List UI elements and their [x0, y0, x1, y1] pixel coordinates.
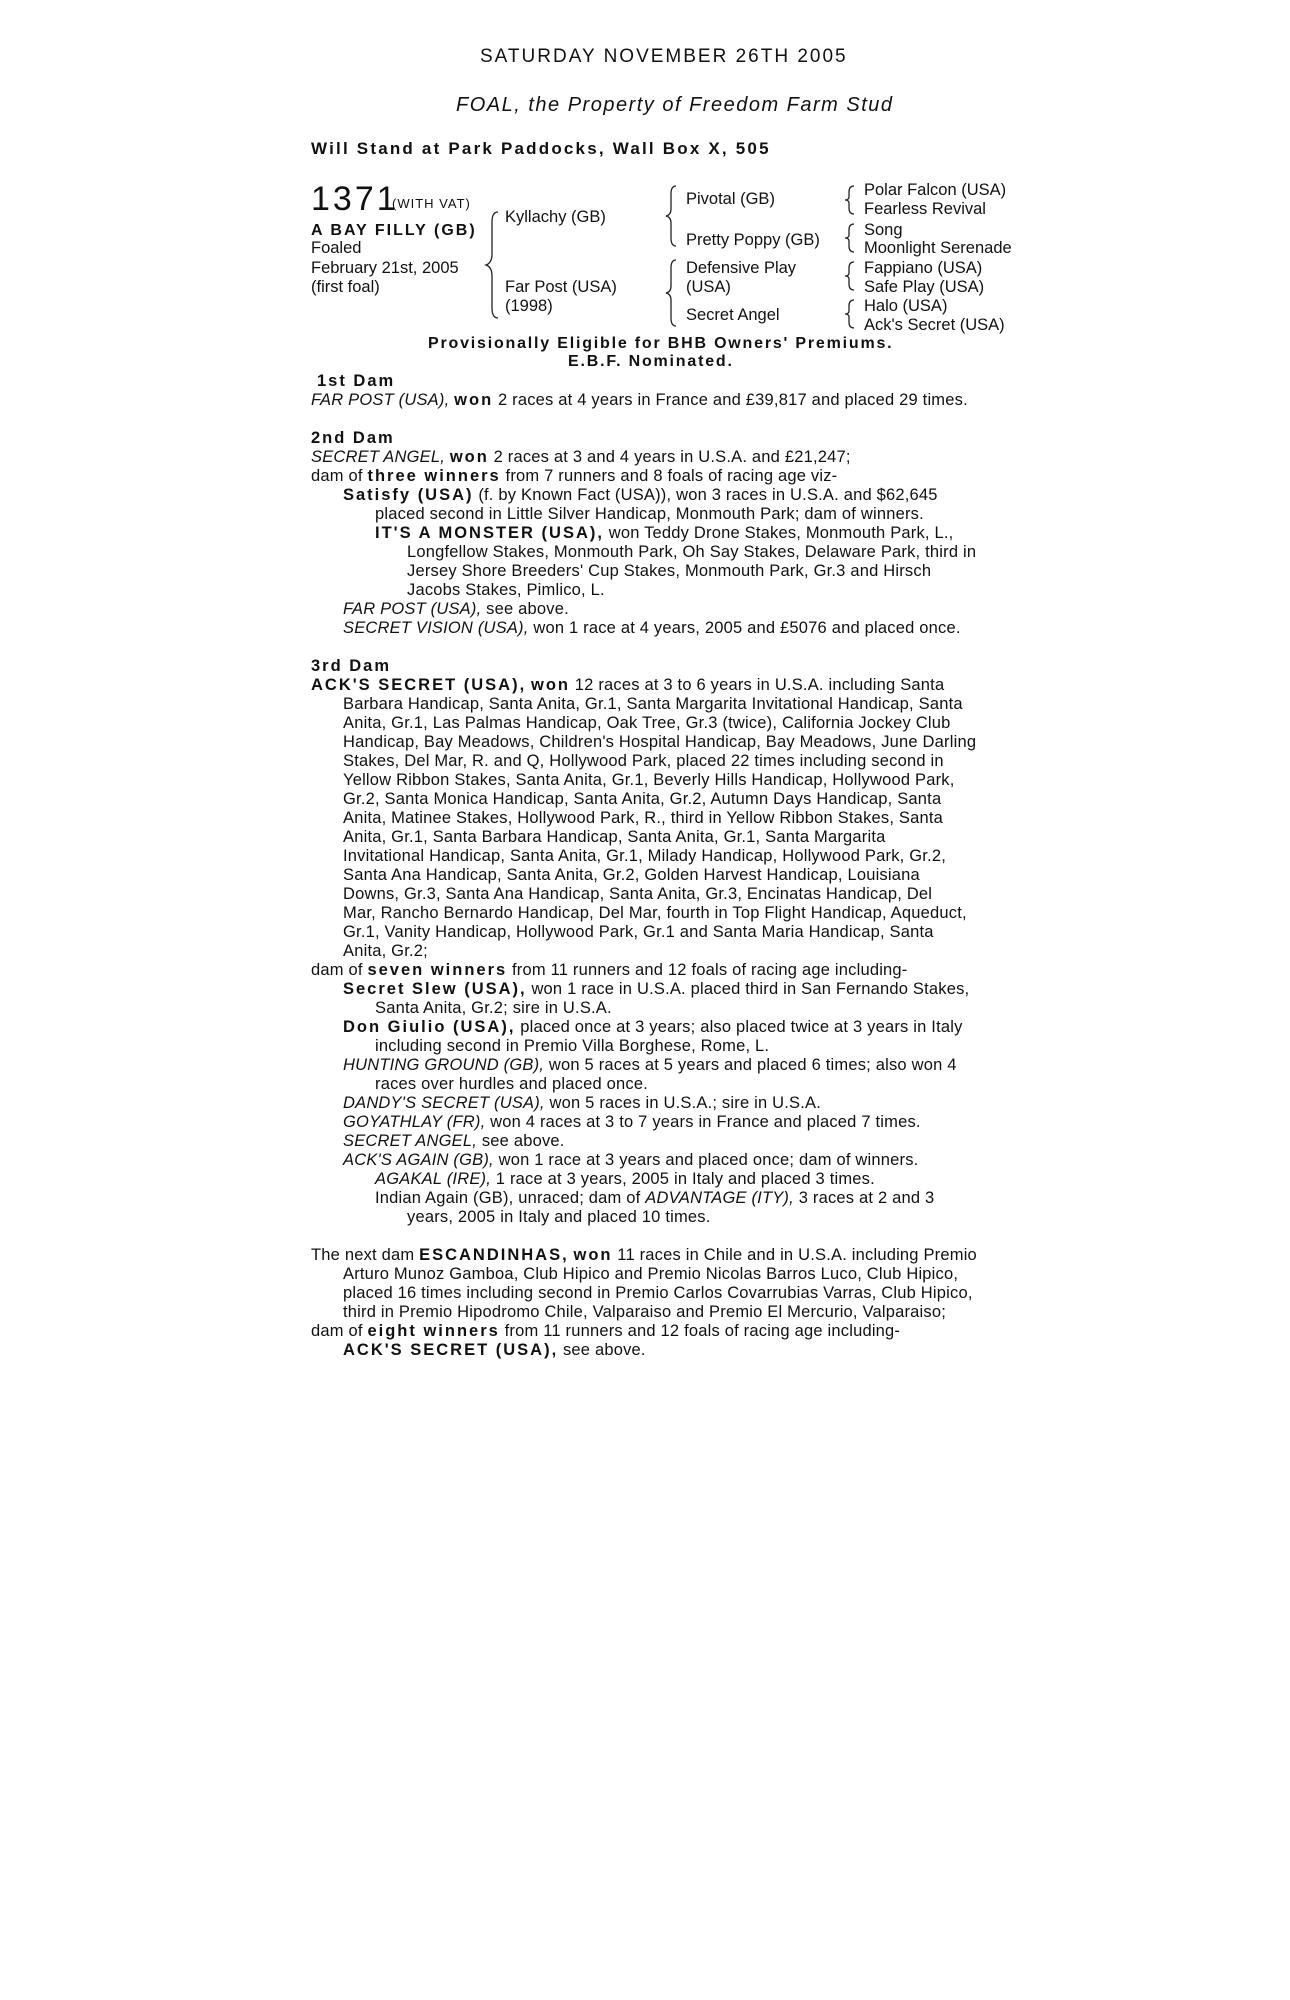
hunting-line: [343, 1056, 957, 1075]
runners-text: from 11 runners and 12 foals of racing age including-: [511, 961, 908, 979]
third-dam-text-7: Anita, Gr.1, Santa Barbara Handicap, Santa Anita, Gr.1, Santa Margarita: [343, 828, 886, 846]
third-dam-text-0: Barbara Handicap, Santa Anita, Gr.1, Santa Margarita Invitational Handicap, Santa: [343, 695, 963, 713]
pedigree-ds-sire: Fappiano (USA): [864, 259, 983, 277]
giulio-line: [343, 1018, 963, 1037]
second-dam-line: [311, 448, 851, 467]
third-dam-text-4: Yellow Ribbon Stakes, Santa Anita, Gr.1, Beverly Hills Handicap, Hollywood Park,: [343, 771, 955, 789]
pedigree-sd-dam: Moonlight Serenade: [864, 239, 1012, 257]
pedigree-brace-dam: [664, 258, 680, 328]
monster-line2: Longfellow Stakes, Monmouth Park, Oh Say Stakes, Delaware Park, third in: [407, 543, 977, 561]
farpost-line: [343, 600, 569, 619]
pedigree-brace-ss: [843, 184, 857, 216]
second-dam-produce-line: [311, 467, 837, 486]
dam-of-label: dam of: [311, 467, 363, 485]
indian-line2: years, 2005 in Italy and placed 10 times.: [407, 1208, 711, 1226]
monster-line3: Jersey Shore Breeders' Cup Stakes, Monmouth Park, Gr.3 and Hirsch: [407, 562, 932, 580]
third-dam-first-text: 12 races at 3 to 6 years in U.S.A. including Santa: [574, 676, 945, 694]
pedigree-dam-year: (1998): [505, 297, 553, 315]
angel-name: SECRET ANGEL,: [343, 1132, 478, 1150]
pedigree-brace-main: [484, 210, 504, 320]
satisfy-line2: placed second in Little Silver Handicap, Monmouth Park; dam of winners.: [375, 505, 924, 523]
next-dam-line: [311, 1246, 977, 1265]
first-foal-note: (first foal): [311, 278, 380, 296]
pedigree-dam: Far Post (USA): [505, 278, 617, 296]
first-dam-heading: 1st Dam: [317, 372, 396, 390]
agakal-line: [375, 1170, 875, 1189]
giulio-line2: including second in Premio Villa Borghese, Rome, L.: [375, 1037, 770, 1055]
monster-name: IT'S A MONSTER (USA),: [375, 524, 604, 542]
giulio-name: Don Giulio (USA),: [343, 1018, 516, 1036]
foaled-date: February 21st, 2005: [311, 259, 459, 277]
hunting-name: HUNTING GROUND (GB),: [343, 1056, 545, 1074]
again-line: [343, 1151, 918, 1170]
again-text: won 1 race at 3 years and placed once; dam of winners.: [498, 1151, 919, 1169]
pedigree-sire: Kyllachy (GB): [505, 208, 606, 226]
vision-text: won 1 race at 4 years, 2005 and £5076 and placed once.: [533, 619, 961, 637]
next-dam-first-text: 11 races in Chile and in U.S.A. including Premio: [617, 1246, 977, 1264]
third-dam-text-5: Gr.2, Santa Monica Handicap, Santa Anita, Gr.2, Autumn Days Handicap, Santa: [343, 790, 942, 808]
first-dam-won: won: [454, 391, 494, 409]
hunting-line2: races over hurdles and placed once.: [375, 1075, 648, 1093]
third-dam-text-12: Gr.1, Vanity Handicap, Hollywood Park, Gr.1 and Santa Maria Handicap, Santa: [343, 923, 934, 941]
pedigree-sire-sire: Pivotal (GB): [686, 190, 775, 208]
ebf-nominated: E.B.F. Nominated.: [568, 353, 734, 370]
farpost-text: see above.: [486, 600, 569, 618]
second-dam-name: SECRET ANGEL,: [311, 448, 446, 466]
pedigree-ds-dam: Safe Play (USA): [864, 278, 985, 296]
second-dam-heading: 2nd Dam: [311, 429, 395, 447]
sale-date: SATURDAY NOVEMBER 26TH 2005: [480, 46, 848, 67]
lot-number: 1371: [311, 180, 399, 218]
monster-text: won Teddy Drone Stakes, Monmouth Park, L.,: [608, 524, 954, 542]
vision-line: [343, 619, 961, 638]
third-dam-text-13: Anita, Gr.2;: [343, 942, 428, 960]
indian-line: [375, 1189, 934, 1208]
first-dam-name: FAR POST (USA),: [311, 391, 450, 409]
satisfy-name: Satisfy (USA): [343, 486, 474, 504]
pedigree-dam-sire-line1: Defensive Play: [686, 259, 797, 277]
pedigree-dam-sire-line2: (USA): [686, 278, 731, 296]
pedigree-brace-sire: [664, 184, 680, 248]
slew-line: [343, 980, 969, 999]
goya-name: GOYATHLAY (FR),: [343, 1113, 486, 1131]
angel-text: see above.: [481, 1132, 565, 1150]
winners-count: eight winners: [367, 1322, 500, 1340]
lot-title: A BAY FILLY (GB): [311, 222, 477, 239]
pedigree-ss-dam: Fearless Revival: [864, 200, 986, 218]
acks-secret-text: see above.: [562, 1341, 646, 1359]
next-dam-won: won: [573, 1246, 613, 1264]
advantage-name: ADVANTAGE (ITY),: [645, 1189, 794, 1207]
third-dam-line: [311, 676, 944, 695]
dandy-name: DANDY'S SECRET (USA),: [343, 1094, 545, 1112]
agakal-text: 1 race at 3 years, 2005 in Italy and placed 3 times.: [495, 1170, 875, 1188]
vision-name: SECRET VISION (USA),: [343, 619, 529, 637]
farpost-name: FAR POST (USA),: [343, 600, 482, 618]
pedigree-brace-sd: [843, 222, 857, 254]
third-dam-text-1: Anita, Gr.1, Las Palmas Handicap, Oak Tree, Gr.3 (twice), California Jockey Club: [343, 714, 951, 732]
third-dam-text-11: Mar, Rancho Bernardo Handicap, Del Mar, fourth in Top Flight Handicap, Aqueduct,: [343, 904, 967, 922]
next-dam-prefix: The next dam: [311, 1246, 415, 1264]
pedigree-sire-dam: Pretty Poppy (GB): [686, 231, 820, 249]
pedigree-dam-dam: Secret Angel: [686, 306, 780, 324]
agakal-name: AGAKAL (IRE),: [375, 1170, 491, 1188]
satisfy-line: [343, 486, 938, 505]
dam-of-label: dam of: [311, 1322, 363, 1340]
next-dam-produce-line: [311, 1322, 900, 1341]
third-dam-text-3: Stakes, Del Mar, R. and Q, Hollywood Park, placed 22 times including second in: [343, 752, 944, 770]
next-dam-text-2: third in Premio Hipodromo Chile, Valparaiso and Premio El Mercurio, Valparaiso;: [343, 1303, 947, 1321]
vat-note: (WITH VAT): [392, 196, 471, 211]
advantage-text: 3 races at 2 and 3: [798, 1189, 935, 1207]
foal-property: FOAL, the Property of Freedom Farm Stud: [456, 94, 894, 116]
again-name: ACK'S AGAIN (GB),: [343, 1151, 494, 1169]
next-dam-text-0: Arturo Munoz Gamboa, Club Hipico and Premio Nicolas Barros Luco, Club Hipico,: [343, 1265, 959, 1283]
giulio-text: placed once at 3 years; also placed twice at 3 years in Italy: [520, 1018, 963, 1036]
goya-line: [343, 1113, 921, 1132]
acks-secret-name: ACK'S SECRET (USA),: [343, 1341, 559, 1359]
third-dam-text-10: Downs, Gr.3, Santa Ana Handicap, Santa Anita, Gr.3, Encinatas Handicap, Del: [343, 885, 933, 903]
indian-text: Indian Again (GB), unraced; dam of: [375, 1189, 641, 1207]
pedigree-dd-sire: Halo (USA): [864, 297, 948, 315]
hunting-text: won 5 races at 5 years and placed 6 times; also won 4: [548, 1056, 957, 1074]
pedigree-sd-sire: Song: [864, 221, 903, 239]
pedigree-dd-dam: Ack's Secret (USA): [864, 316, 1005, 334]
pedigree-brace-dd: [843, 298, 857, 330]
dandy-line: [343, 1094, 821, 1113]
third-dam-text-9: Santa Ana Handicap, Santa Anita, Gr.2, Golden Harvest Handicap, Louisiana: [343, 866, 920, 884]
slew-line2: Santa Anita, Gr.2; sire in U.S.A.: [375, 999, 612, 1017]
satisfy-text: (f. by Known Fact (USA)), won 3 races in U.S.A. and $62,645: [478, 486, 938, 504]
second-dam-text: 2 races at 3 and 4 years in U.S.A. and £21,247;: [493, 448, 851, 466]
third-dam-text-8: Invitational Handicap, Santa Anita, Gr.1, Milady Handicap, Hollywood Park, Gr.2,: [343, 847, 946, 865]
slew-name: Secret Slew (USA),: [343, 980, 527, 998]
acks-secret-line: [343, 1341, 646, 1360]
runners-text: from 7 runners and 8 foals of racing age viz-: [505, 467, 838, 485]
third-dam-name: ACK'S SECRET (USA),: [311, 676, 527, 694]
winners-count: seven winners: [367, 961, 508, 979]
third-dam-won: won: [530, 676, 570, 694]
dam-of-label: dam of: [311, 961, 363, 979]
goya-text: won 4 races at 3 to 7 years in France and placed 7 times.: [490, 1113, 921, 1131]
third-dam-text-6: Anita, Matinee Stakes, Hollywood Park, R., third in Yellow Ribbon Stakes, Santa: [343, 809, 944, 827]
dandy-text: won 5 races in U.S.A.; sire in U.S.A.: [549, 1094, 822, 1112]
stand-location: Will Stand at Park Paddocks, Wall Box X, 505: [311, 139, 771, 158]
monster-line4: Jacobs Stakes, Pimlico, L.: [407, 581, 605, 599]
third-dam-produce-line: [311, 961, 908, 980]
next-dam-text-1: placed 16 times including second in Premio Carlos Covarrubias Varras, Club Hipico,: [343, 1284, 973, 1302]
slew-text: won 1 race in U.S.A. placed third in San Fernando Stakes,: [531, 980, 970, 998]
angel-line: [343, 1132, 565, 1151]
foaled-label: Foaled: [311, 239, 362, 257]
next-dam-name: ESCANDINHAS,: [419, 1246, 569, 1264]
third-dam-text-2: Handicap, Bay Meadows, Children's Hospital Handicap, Bay Meadows, June Darling: [343, 733, 977, 751]
pedigree-brace-ds: [843, 260, 857, 292]
monster-line: [375, 524, 953, 543]
winners-count: three winners: [367, 467, 501, 485]
first-dam-text: 2 races at 4 years in France and £39,817 and placed 29 times.: [497, 391, 968, 409]
runners-text: from 11 runners and 12 foals of racing age including-: [504, 1322, 901, 1340]
second-dam-won: won: [449, 448, 489, 466]
pedigree-ss-sire: Polar Falcon (USA): [864, 181, 1007, 199]
bhb-eligibility: Provisionally Eligible for BHB Owners' Premiums.: [428, 335, 894, 352]
third-dam-heading: 3rd Dam: [311, 657, 392, 675]
first-dam-line: [311, 391, 968, 410]
